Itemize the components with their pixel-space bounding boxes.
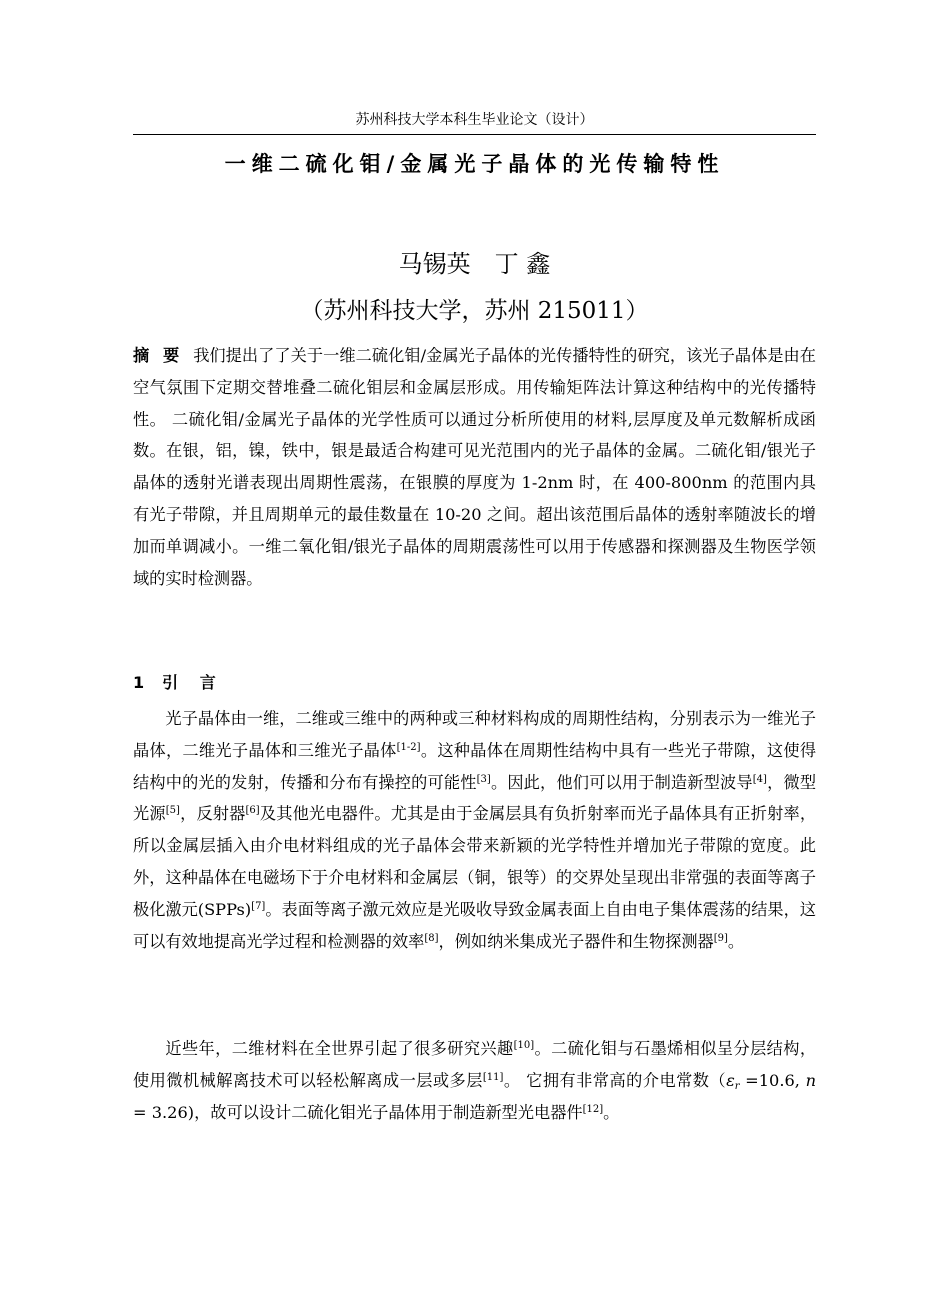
- paragraph-text: ，微型光源: [133, 772, 817, 824]
- paragraph-text: ，例如纳米集成光子器件和生物探测器: [438, 931, 714, 951]
- abstract-text: 我们提出了了关于一维二硫化钼/金属光子晶体的光传播特性的研究，该光子晶体是由在空气氛围下定期交替堆叠二硫化钼层和金属层形成。用传输矩阵法计算这种结构中的光传播特性。 二硫化钼/金属光子晶体的光学性质可以通过分析所使用的材料,层厚度及单元数解析成函数。在银，铝，镍，铁中，银是最适合构建可见光范围内的光子晶体的金属。二硫化钼/银光子晶体的透射光谱表现出周期性震荡，在银膜的厚度为 1-2nm 时，在 400-800nm 的范围内具有光子带隙，并且周期单元的最佳数量在 10-20 之间。超出该范围后晶体的透射率随波长的增加而单调减小。一维二氧化钼/银光子晶体的周期震荡性可以用于传感器和探测器及生物医学领域的实时检测器。: [133, 346, 816, 588]
- citation: [3]: [476, 773, 491, 785]
- citation: [7]: [251, 900, 266, 912]
- section-heading: [133, 668, 816, 698]
- paragraph-1: [133, 703, 816, 957]
- citation: [11]: [482, 1071, 504, 1083]
- header-rule: [133, 134, 816, 135]
- citation: [5]: [165, 805, 180, 817]
- paragraph-text: 。这种晶体在周期性结构中具有一些光子带隙，这使得结构中的光的发射，传播和分布有操控的可能性: [133, 740, 817, 792]
- citation: [10]: [513, 1040, 535, 1051]
- paragraph-text: 近些年，二维材料在全世界引起了很多研究兴趣: [165, 1039, 514, 1058]
- affiliation: （苏州科技大学，苏州 215011）: [300, 298, 649, 324]
- citation: [4]: [752, 773, 767, 785]
- paragraph-text: 。: [603, 1102, 620, 1122]
- abstract-label: 摘 要: [133, 346, 184, 365]
- paragraph-text: 。因此，他们可以用于制造新型波导: [490, 772, 753, 792]
- epsilon-symbol: ε: [726, 1070, 735, 1090]
- citation: [1-2]: [396, 741, 421, 753]
- abstract: [133, 340, 816, 594]
- paper-title: 一维二硫化钼/金属光子晶体的光传输特性: [224, 152, 725, 176]
- paragraph-text: 。表面等离子激元效应是光吸收导致金属表面上自由电子集体震荡的结果，这可以有效地提高光学过程和检测器的效率: [133, 899, 816, 951]
- paragraph-2: [133, 1033, 816, 1128]
- authors: 马锡英 丁 鑫: [398, 250, 551, 278]
- paragraph-text: =10.6,: [739, 1070, 806, 1090]
- citation: [9]: [713, 932, 728, 944]
- paragraph-text: 及其他光电器件。尤其是由于金属层具有负折射率而光子晶体具有正折射率，所以金属层插入由介电材料组成的光子晶体会带来新颖的光学特性并增加光子带隙的宽度。此外，这种晶体在电磁场下于介电材料和金属层（铜，银等）的交界处呈现出非常强的表面等离子极化激元(SPPs): [133, 804, 817, 919]
- paragraph-text: = 3.26)，故可以设计二硫化钼光子晶体用于制造新型光电器件: [133, 1102, 583, 1122]
- section-title: 引 言: [162, 673, 224, 692]
- section-number: 1: [133, 673, 145, 692]
- paragraph-text: ，反射器: [179, 804, 246, 824]
- citation: [12]: [582, 1103, 604, 1115]
- epsilon-subscript: r: [734, 1080, 740, 1092]
- paragraph-text: 。二硫化钼与石墨烯相似呈分层结构，使用微机械解离技术可以轻松解离成一层或多层: [133, 1039, 817, 1090]
- citation: [8]: [424, 932, 439, 944]
- paragraph-text: 。 它拥有非常高的介电常数（: [503, 1070, 727, 1090]
- paragraph-text: 光子晶体由一维，二维或三维中的两种或三种材料构成的周期性结构，分别表示为一维光子晶体，二维光子晶体和三维光子晶体: [133, 709, 816, 760]
- running-head: 苏州科技大学本科生毕业论文（设计）: [355, 112, 594, 128]
- paragraph-text: 。: [727, 931, 745, 951]
- citation: [6]: [245, 805, 260, 817]
- n-symbol: n: [805, 1070, 816, 1090]
